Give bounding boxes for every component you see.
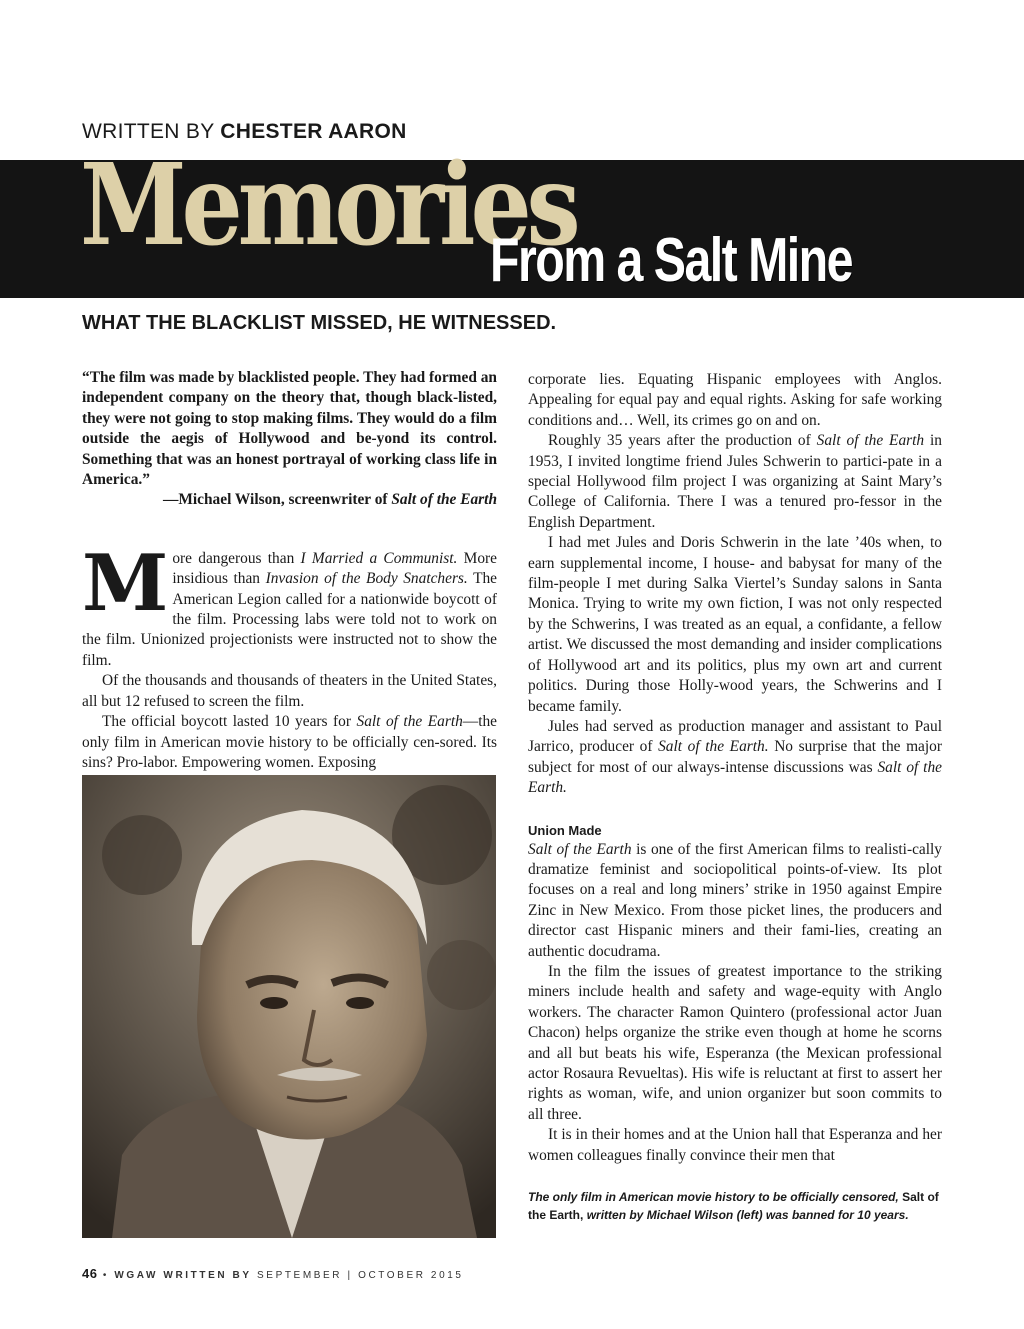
body-paragraph: Salt of the Earth is one of the first American films to realisti-cally dramatize feminist and sociopolitical points-of-view. Its plot focuses on a real and long miners’ strike in 1950 against Empire Zinc in New Mexico. From those picket lines, the producers and director cast Hispanic miners and their fami-lies, creating an authentic docudrama. bbox=[528, 840, 942, 960]
body-paragraph: More dangerous than I Married a Communist. More insidious than Invasion of the Body Snatchers. The American Legion called for a nationwide boycott of the film. Processing labs were told not to work on the film. Unionized projectionists were instructed not to show the film. bbox=[82, 537, 498, 669]
portrait-image bbox=[82, 775, 496, 1238]
byline-author: CHESTER AARON bbox=[220, 120, 407, 143]
pullquote: “The film was made by blacklisted people. They had formed an independent company on the theory that, though black-listed, they were not going to stop making films. They would do a film outside the aegis of Hollywood and be-yond its control. Something that was an honest portrayal of working class life in America.” bbox=[82, 369, 497, 489]
issue-date: SEPTEMBER | OCTOBER 2015 bbox=[251, 1270, 464, 1281]
right-column bbox=[528, 370, 942, 1166]
byline-prefix: WRITTEN BY bbox=[82, 120, 221, 143]
left-column bbox=[82, 368, 497, 773]
article-subtitle: From a Salt Mine bbox=[490, 226, 852, 295]
body-paragraph: Roughly 35 years after the production of Salt of the Earth in 1953, I invited longtime friend Jules Schwerin to partici-pate in a special Hollywood film project I was organizing at Saint Mary’s College of California. There I was a tenured pro-fessor in the English Department. bbox=[528, 432, 942, 531]
body-paragraph: In the film the issues of greatest importance to the striking miners include health and safety and wage-equity with Anglo workers. The character Ramon Quintero (professional actor Juan Chacon) helps organize the strike even though at home he scorns and all but beats his wife, Esperanza (the Mexican professional actor Rosaura Revueltas). His wife is reluctant at first to assert her rights as woman, wife, and union organizer but soon commits to all three. bbox=[528, 962, 942, 1123]
body-paragraph: It is in their homes and at the Union hall that Esperanza and her women colleagues finally convince their men that bbox=[528, 1126, 942, 1164]
body-paragraph: Jules had served as production manager and assistant to Paul Jarrico, producer of Salt of the Earth. No surprise that the major subject for most of our always-intense discussions was Salt of the Earth. bbox=[528, 717, 942, 797]
pullquote-attribution: —Michael Wilson, screenwriter of Salt of the Earth bbox=[162, 491, 497, 509]
body-paragraph: The official boycott lasted 10 years for Salt of the Earth—the only film in American movie history to be officially cen-sored. Its sins? Pro-labor. Empowering women. Exposing bbox=[82, 713, 497, 771]
author-portrait-photo bbox=[82, 775, 496, 1238]
section-heading: Union Made bbox=[528, 822, 602, 838]
drop-cap: M bbox=[82, 537, 169, 629]
body-paragraph: Of the thousands and thousands of theaters in the United States, all but 12 refused to screen the film. bbox=[82, 672, 497, 710]
body-paragraph: corporate lies. Equating Hispanic employees with Anglos. Appealing for equal pay and equal rights. Asking for safe working conditions and… Well, its crimes go on and on. bbox=[528, 371, 942, 429]
magazine-name: WGAW WRITTEN BY bbox=[114, 1270, 252, 1281]
body-paragraph: I had met Jules and Doris Schwerin in the late ’40s when, to earn supplemental income, I house- and babysat for many of the film-people I met during Salka Viertel’s Sunday salons in Santa Monica. Trying to write my own fiction, I was not only respected by the Schwerins, I was treated as an equal, a confidante, a fellow artist. We discussed the most demanding and insider complications of Hollywood art and its politics, plus my own art and current politics. During those Holly-wood years, the Schwerins and I became family. bbox=[528, 534, 942, 715]
photo-caption: The only film in American movie history to be officially censored, Salt of the Earth, written by Michael Wilson (left) was banned for 10 years. bbox=[528, 1190, 939, 1222]
page-number: 46 bbox=[82, 1266, 98, 1281]
article-title: Memories bbox=[80, 140, 576, 271]
page-footer: 46 • WGAW WRITTEN BY SEPTEMBER | OCTOBER 2015 bbox=[82, 1266, 464, 1281]
article-deck: WHAT THE BLACKLIST MISSED, HE WITNESSED. bbox=[82, 312, 557, 334]
